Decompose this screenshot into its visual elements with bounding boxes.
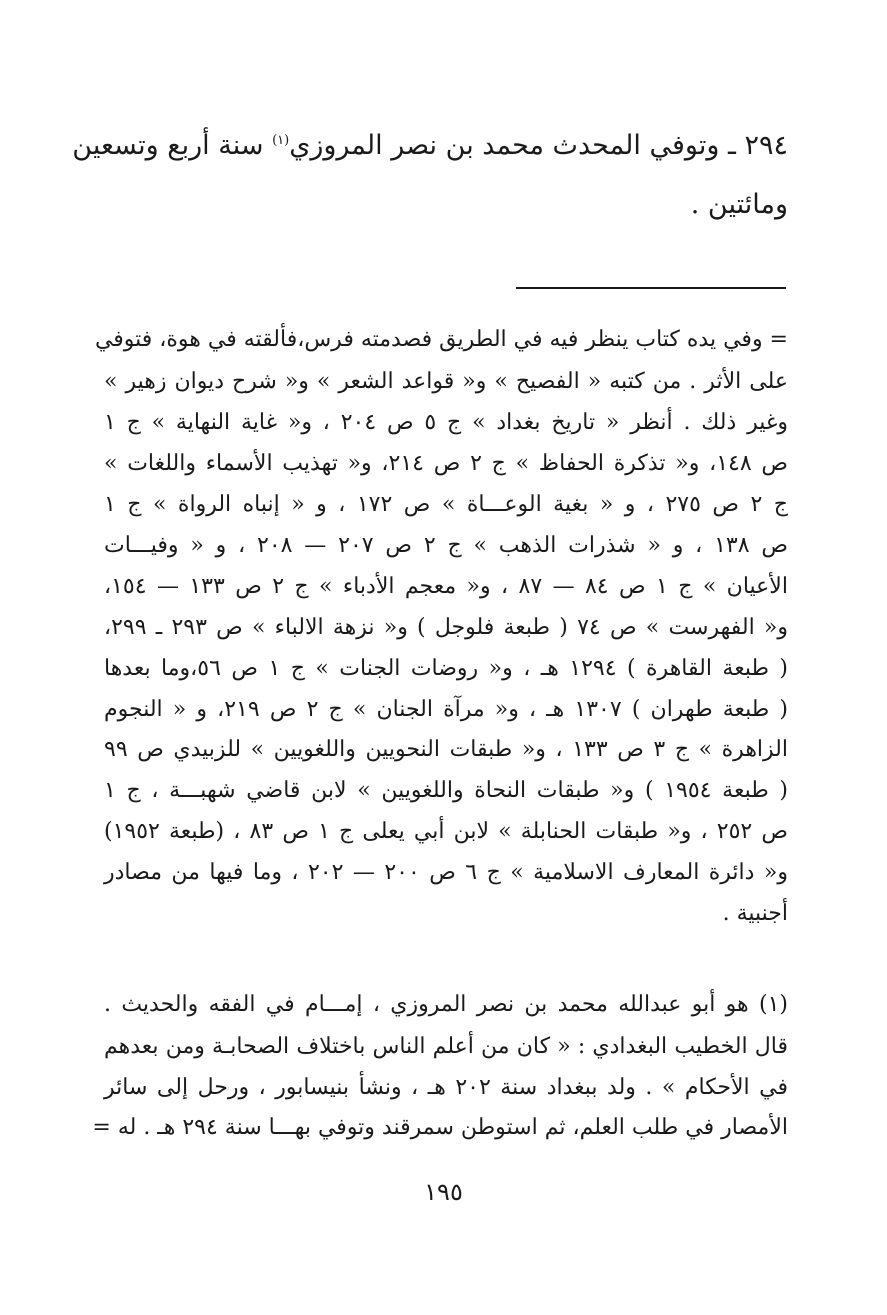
entry-294-text: ٢٩٤ ـ وتوفي المحدث محمد بن نصر المروزي [289, 130, 788, 161]
note-line: أجنبية . [722, 901, 788, 926]
main-text-line-1 [72, 126, 788, 166]
page-number: ١٩٥ [424, 1178, 463, 1206]
note-line: ص ١٣٨ ، و « شذرات الذهب » ج ٢ ص ٢٠٧ — ٢٠٨ ، و « وفيـــات [104, 533, 788, 558]
footnote-reference-1: (١) [272, 133, 290, 148]
note-line: الزاهرة » ج ٣ ص ١٣٣ ، و« طبقات النحويين واللغويين » للزبيدي ص ٩٩ [104, 737, 788, 762]
footnote-separator [516, 287, 786, 289]
note-line: ص ١٤٨، و« تذكرة الحفاظ » ج ٢ ص ٢١٤، و« تهذيب الأسماء واللغات » [104, 451, 788, 476]
entry-294-text-tail: سنة أربع وتسعين [72, 130, 273, 161]
footnote-line: (١) هو أبو عبدالله محمد بن نصر المروزي ، إمـــام في الفقه والحديث . [104, 992, 788, 1017]
footnote-line: الأمصار في طلب العلم، ثم استوطن سمرقند وتوفي بهـــا سنة ٢٩٤ هـ . له = [92, 1115, 788, 1140]
note-line: ج ٢ ص ٢٧٥ ، و « بغية الوعـــاة » ص ١٧٢ ، و « إنباه الرواة » ج ١ [104, 492, 788, 517]
note-line: و« الفهرست » ص ٧٤ ( طبعة فلوجل ) و« نزهة الالباء » ص ٢٩٣ ـ ٢٩٩، [104, 615, 789, 640]
note-line: ( طبعة ١٩٥٤ ) و« طبقات النحاة واللغويين » لابن قاضي شهبـــة ، ج ١ [104, 778, 788, 803]
note-line: ( طبعة القاهرة ) ١٢٩٤ هـ ، و« روضات الجنات » ج ١ ص ٥٦،وما بعدها [104, 656, 789, 681]
note-line: = وفي يده كتاب ينظر فيه في الطريق فصدمته فرس،فألقته في هوة، فتوفي [94, 327, 788, 352]
note-line: ( طبعة طهران ) ١٣٠٧ هـ ، و« مرآة الجنان » ج ٢ ص ٢١٩، و « النجوم [104, 697, 788, 722]
main-text-line-2: ومائتين . [690, 189, 788, 220]
note-line: وغير ذلك . أنظر « تاريخ بغداد » ج ٥ ص ٢٠٤ ، و« غاية النهاية » ج ١ [104, 410, 789, 435]
note-line: ص ٢٥٢ ، و« طبقات الحنابلة » لابن أبي يعلى ج ١ ص ٨٣ ، (طبعة ١٩٥٢) [104, 819, 788, 844]
note-line: على الأثر . من كتبه « الفصيح » و« قواعد الشعر » و« شرح ديوان زهير » [104, 369, 788, 394]
note-line: و« دائرة المعارف الاسلامية » ج ٦ ص ٢٠٠ — ٢٠٢ ، وما فيها من مصادر [104, 860, 788, 885]
footnote-line: قال الخطيب البغدادي : « كان من أعلم الناس باختلاف الصحابـة ومن بعدهم [104, 1034, 788, 1059]
footnote-line: في الأحكام » . ولد ببغداد سنة ٢٠٢ هـ ، ونشأ بنيسابور ، ورحل إلى سائر [104, 1075, 789, 1100]
note-line: الأعيان » ج ١ ص ٨٤ — ٨٧ ، و« معجم الأدباء » ج ٢ ص ١٣٣ — ١٥٤، [104, 574, 788, 599]
